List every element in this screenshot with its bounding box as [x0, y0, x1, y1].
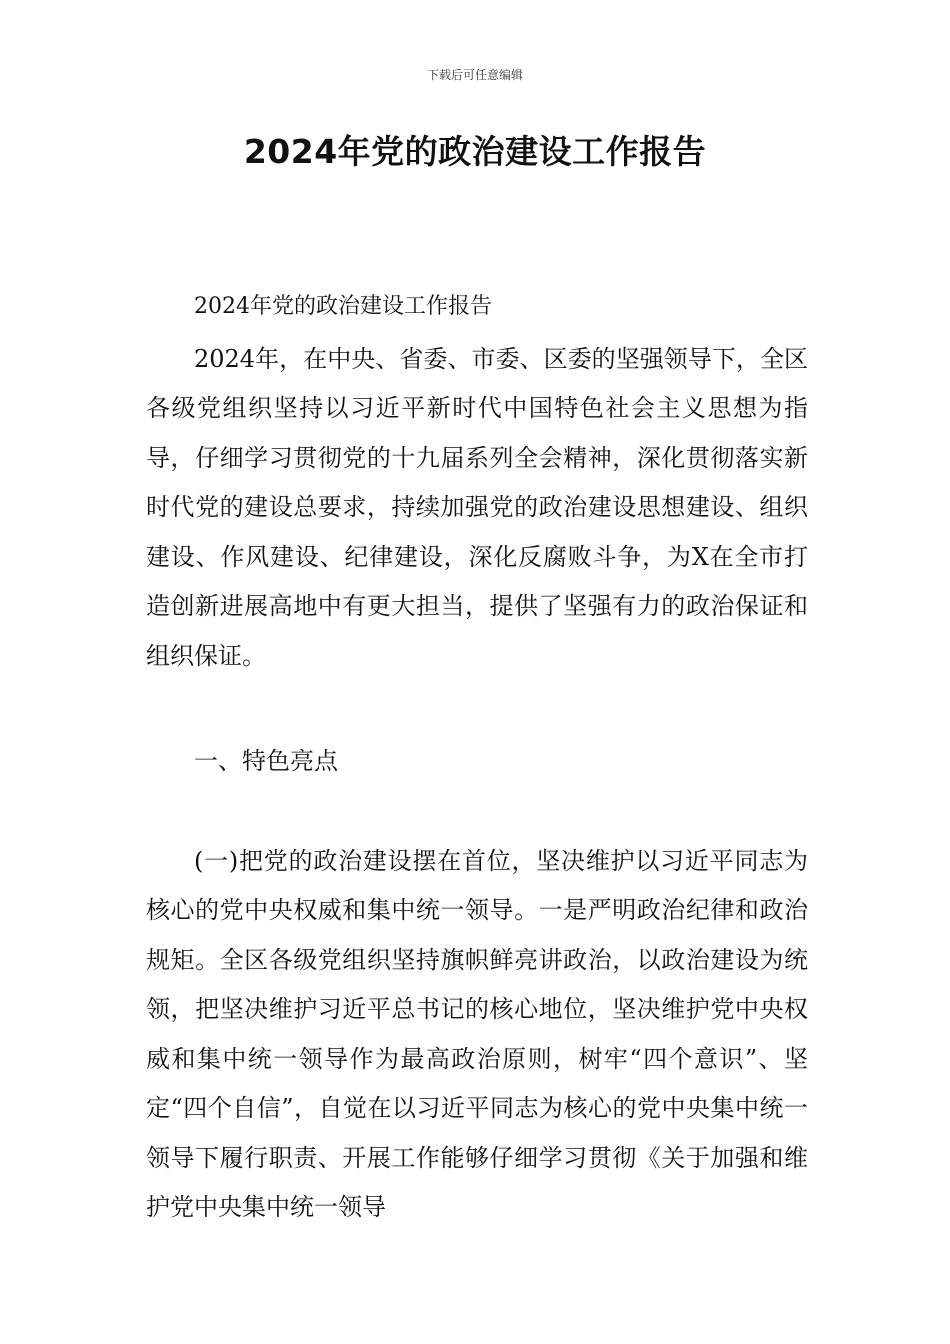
- spacer: [146, 787, 808, 837]
- section-paragraph: (一)把党的政治建设摆在首位，坚决维护以习近平同志为核心的党中央权威和集中统一领导。一是严明政治纪律和政治规矩。全区各级党组织坚持旗帜鲜亮讲政治，以政治建设为统领，把坚决维护习近平总书记的核心地位，坚决维护党中央权威和集中统一领导作为最高政治原则，树牢“四个意识”、坚定“四个自信”，自觉在以习近平同志为核心的党中央集中统一领导下履行职责、开展工作能够仔细学习贯彻《关于加强和维护党中央集中统一领导: [146, 846, 808, 1221]
- section-heading: 一、特色亮点: [194, 747, 338, 775]
- intro-paragraph: 2024年，在中央、省委、市委、区委的坚强领导下，全区各级党组织坚持以习近平新时代中国特色社会主义思想为指导，仔细学习贯彻党的十九届系列全会精神，深化贯彻落实新时代党的建设总要求，持续加强党的政治建设思想建设、组织建设、作风建设、纪律建设，深化反腐败斗争，为X在全市打造创新进展高地中有更大担当，提供了坚强有力的政治保证和组织保证。: [146, 344, 808, 670]
- document-subtitle: 2024年党的政治建设工作报告: [194, 294, 492, 319]
- document-title: 2024年党的政治建设工作报告: [243, 132, 707, 171]
- spacer: [146, 681, 808, 737]
- document-body: [146, 282, 808, 1233]
- page-header-note: 下载后可任意编辑: [426, 68, 523, 82]
